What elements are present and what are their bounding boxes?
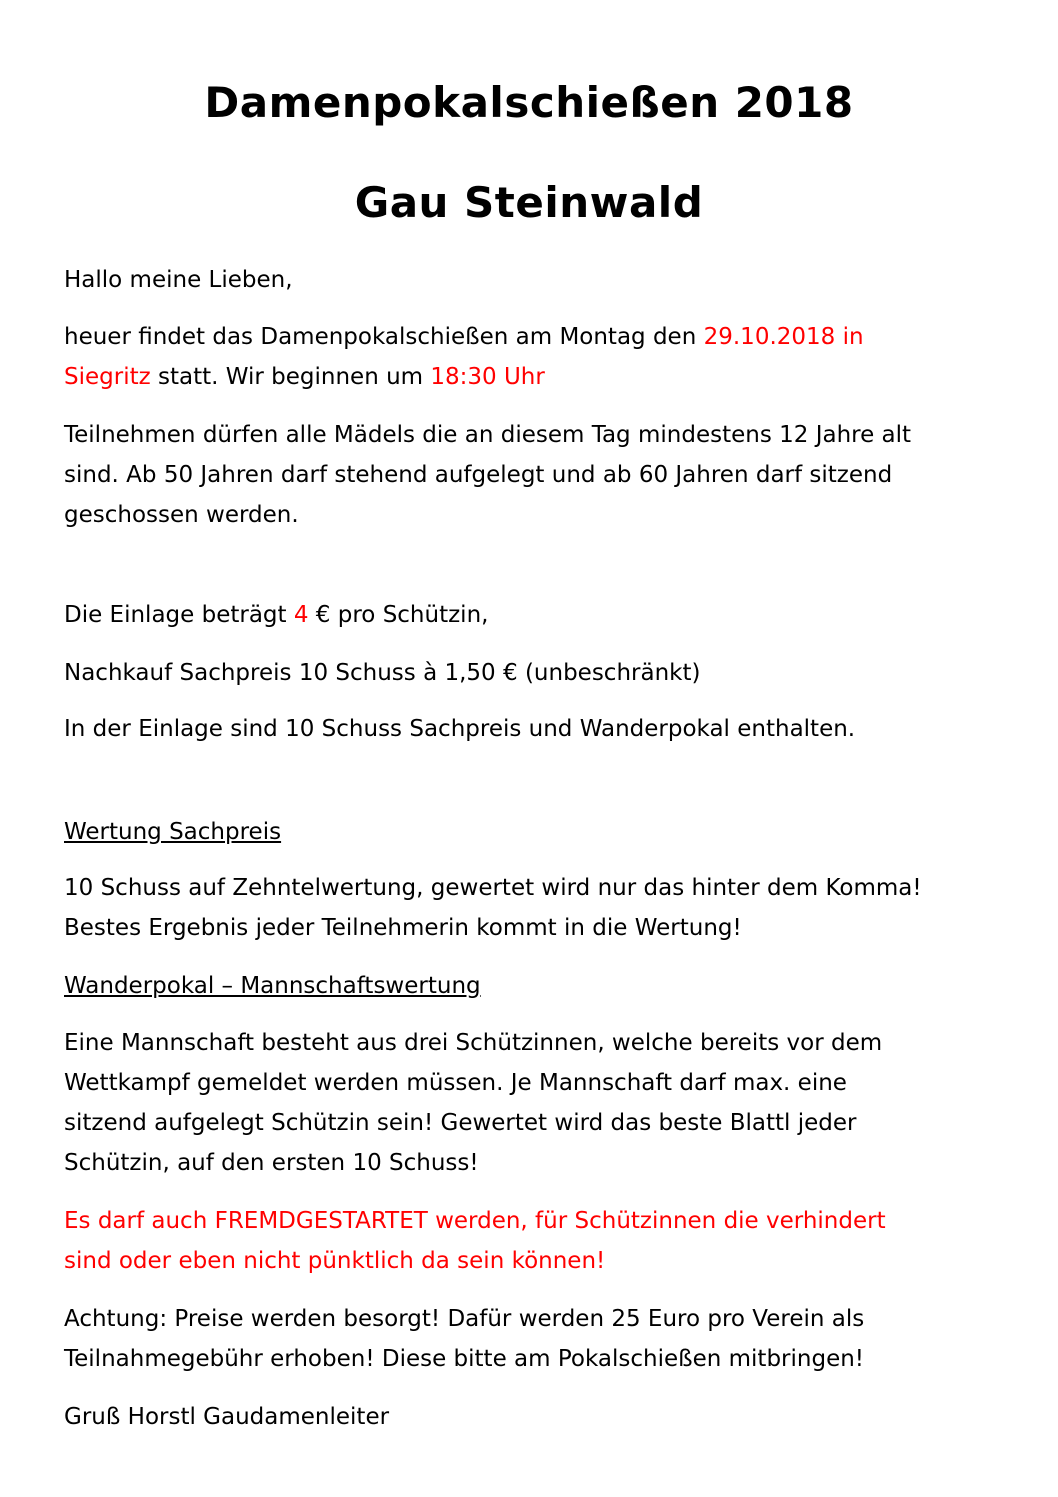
notice-line-2: sind oder eben nicht pünktlich da sein können! <box>64 1248 606 1274</box>
fee-line-3: In der Einlage sind 10 Schuss Sachpreis und Wanderpokal enthalten. <box>64 716 856 742</box>
sachpreis-line-1: 10 Schuss auf Zehntelwertung, gewertet wird nur das hinter dem Komma! <box>64 875 922 901</box>
fee-text-2: € pro Schützin, <box>308 602 489 628</box>
event-location: Siegritz <box>64 364 151 390</box>
wanderpokal-line-2: Wettkampf gemeldet werden müssen. Je Mannschaft darf max. eine <box>64 1070 847 1096</box>
notice-line-1: Es darf auch FREMDGESTARTET werden, für Schützinnen die verhindert <box>64 1208 886 1234</box>
intro-text-2: statt. Wir beginnen um <box>150 364 431 390</box>
section-heading-wanderpokal: Wanderpokal – Mannschaftswertung <box>64 973 481 999</box>
fee-amount: 4 <box>293 602 309 628</box>
participation-line-1: Teilnehmen dürfen alle Mädels die an diesem Tag mindestens 12 Jahre alt <box>64 422 912 448</box>
event-time: 18:30 Uhr <box>430 364 545 390</box>
wanderpokal-line-4: Schützin, auf den ersten 10 Schuss! <box>64 1150 479 1176</box>
section-heading-sachpreis: Wertung Sachpreis <box>64 819 282 845</box>
wanderpokal-line-3: sitzend aufgelegt Schützin sein! Gewertet wird das beste Blattl jeder <box>64 1110 857 1136</box>
participation-line-2: sind. Ab 50 Jahren darf stehend aufgelegt und ab 60 Jahren darf sitzend <box>64 462 893 488</box>
fee-line-1 <box>64 600 488 630</box>
intro-line-1 <box>64 322 864 352</box>
intro-text: heuer findet das Damenpokalschießen am Montag den <box>64 324 704 350</box>
document-title: Damenpokalschießen 2018 <box>204 78 854 127</box>
document-subtitle: Gau Steinwald <box>354 178 704 227</box>
greeting: Hallo meine Lieben, <box>64 267 293 293</box>
intro-line-2 <box>64 362 545 392</box>
fee-text: Die Einlage beträgt <box>64 602 294 628</box>
event-date: 29.10.2018 in <box>703 324 864 350</box>
attention-line-2: Teilnahmegebühr erhoben! Diese bitte am Pokalschießen mitbringen! <box>64 1346 865 1372</box>
attention-line-1: Achtung: Preise werden besorgt! Dafür werden 25 Euro pro Verein als <box>64 1306 865 1332</box>
fee-line-2: Nachkauf Sachpreis 10 Schuss à 1,50 € (unbeschränkt) <box>64 660 701 686</box>
sachpreis-line-2: Bestes Ergebnis jeder Teilnehmerin kommt in die Wertung! <box>64 915 742 941</box>
wanderpokal-line-1: Eine Mannschaft besteht aus drei Schützinnen, welche bereits vor dem <box>64 1030 883 1056</box>
participation-line-3: geschossen werden. <box>64 502 299 528</box>
signature: Gruß Horstl Gaudamenleiter <box>64 1404 390 1430</box>
